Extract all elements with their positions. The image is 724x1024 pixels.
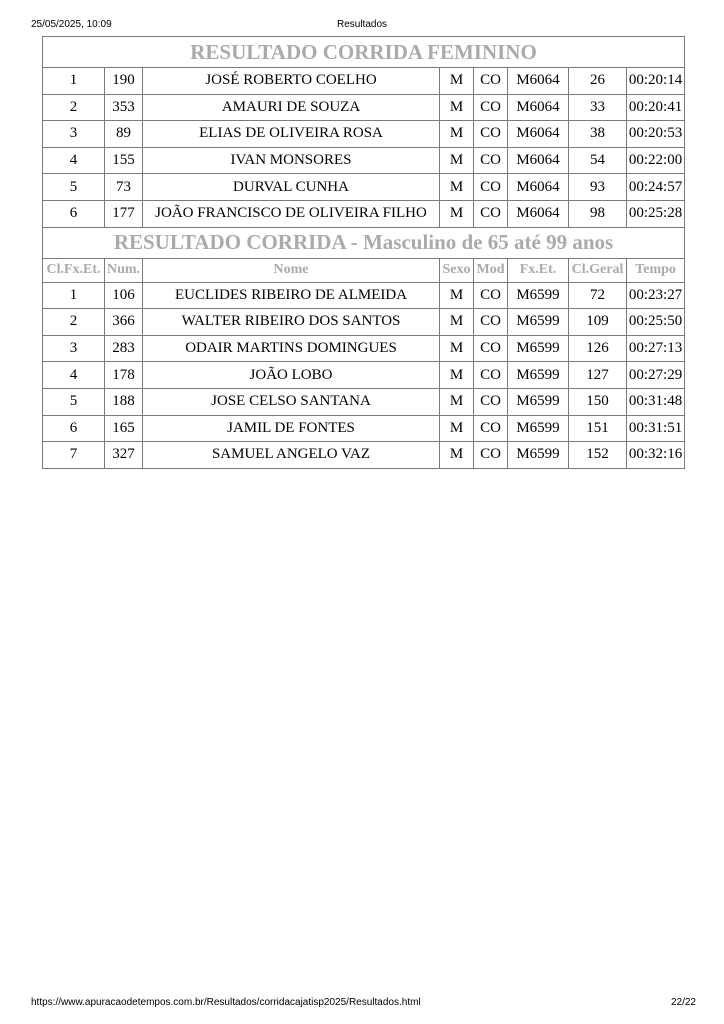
cell-name: JOSE CELSO SANTANA (143, 388, 440, 415)
cell-age-group: M6599 (508, 388, 569, 415)
cell-overall-rank: 93 (569, 174, 627, 201)
table-row (43, 282, 685, 309)
cell-sex: M (440, 442, 474, 469)
cell-bib-number: 327 (105, 442, 143, 469)
cell-name: JOÃO LOBO (143, 362, 440, 389)
cell-sex: M (440, 68, 474, 95)
print-page-number: 22/22 (670, 997, 696, 1008)
cell-class-position: 7 (43, 442, 105, 469)
cell-modality: CO (474, 121, 508, 148)
cell-age-group: M6064 (508, 94, 569, 121)
cell-name: SAMUEL ANGELO VAZ (143, 442, 440, 469)
cell-age-group: M6599 (508, 335, 569, 362)
cell-bib-number: 366 (105, 309, 143, 336)
cell-sex: M (440, 362, 474, 389)
column-header-class-position: Cl.Fx.Et. (43, 258, 105, 282)
cell-overall-rank: 126 (569, 335, 627, 362)
column-header-sex: Sexo (440, 258, 474, 282)
table-row (43, 121, 685, 148)
cell-modality: CO (474, 415, 508, 442)
cell-name: ELIAS DE OLIVEIRA ROSA (143, 121, 440, 148)
cell-bib-number: 353 (105, 94, 143, 121)
cell-class-position: 2 (43, 94, 105, 121)
cell-age-group: M6064 (508, 200, 569, 227)
cell-overall-rank: 152 (569, 442, 627, 469)
section-title-row (43, 37, 685, 68)
cell-bib-number: 106 (105, 282, 143, 309)
print-datetime: 25/05/2025, 10:09 (31, 19, 112, 30)
table-row (43, 442, 685, 469)
cell-name: JOSÉ ROBERTO COELHO (143, 68, 440, 95)
cell-modality: CO (474, 282, 508, 309)
cell-class-position: 5 (43, 388, 105, 415)
cell-sex: M (440, 388, 474, 415)
cell-name: IVAN MONSORES (143, 147, 440, 174)
cell-class-position: 4 (43, 147, 105, 174)
cell-bib-number: 178 (105, 362, 143, 389)
cell-class-position: 6 (43, 415, 105, 442)
cell-overall-rank: 127 (569, 362, 627, 389)
column-header-modality: Mod (474, 258, 508, 282)
cell-class-position: 2 (43, 309, 105, 336)
cell-class-position: 1 (43, 282, 105, 309)
cell-age-group: M6599 (508, 415, 569, 442)
cell-modality: CO (474, 94, 508, 121)
cell-age-group: M6599 (508, 282, 569, 309)
cell-class-position: 4 (43, 362, 105, 389)
cell-age-group: M6064 (508, 121, 569, 148)
cell-modality: CO (474, 309, 508, 336)
cell-overall-rank: 26 (569, 68, 627, 95)
column-header-name: Nome (143, 258, 440, 282)
column-header-overall-rank: Cl.Geral (569, 258, 627, 282)
print-url: https://www.apuracaodetempos.com.br/Resultados/corridacajatisp2025/Resultados.html (31, 997, 421, 1008)
cell-time: 00:20:14 (627, 68, 685, 95)
table-row (43, 174, 685, 201)
cell-class-position: 5 (43, 174, 105, 201)
cell-age-group: M6599 (508, 309, 569, 336)
cell-name: EUCLIDES RIBEIRO DE ALMEIDA (143, 282, 440, 309)
results-table (42, 36, 685, 469)
cell-time: 00:20:41 (627, 94, 685, 121)
column-header-number: Num. (105, 258, 143, 282)
cell-sex: M (440, 282, 474, 309)
cell-overall-rank: 54 (569, 147, 627, 174)
cell-bib-number: 177 (105, 200, 143, 227)
cell-time: 00:32:16 (627, 442, 685, 469)
cell-time: 00:27:29 (627, 362, 685, 389)
cell-overall-rank: 151 (569, 415, 627, 442)
results-table-body (43, 37, 685, 469)
cell-bib-number: 89 (105, 121, 143, 148)
cell-time: 00:25:50 (627, 309, 685, 336)
cell-sex: M (440, 147, 474, 174)
cell-class-position: 1 (43, 68, 105, 95)
cell-overall-rank: 38 (569, 121, 627, 148)
table-row (43, 147, 685, 174)
cell-bib-number: 73 (105, 174, 143, 201)
column-header-row (43, 258, 685, 282)
section-title-feminino: RESULTADO CORRIDA FEMININO (43, 37, 685, 68)
cell-time: 00:31:48 (627, 388, 685, 415)
cell-sex: M (440, 309, 474, 336)
print-page-title: Resultados (336, 19, 388, 30)
section-title-row (43, 227, 685, 258)
cell-time: 00:23:27 (627, 282, 685, 309)
cell-modality: CO (474, 200, 508, 227)
cell-modality: CO (474, 388, 508, 415)
cell-time: 00:31:51 (627, 415, 685, 442)
cell-name: JAMIL DE FONTES (143, 415, 440, 442)
cell-time: 00:20:53 (627, 121, 685, 148)
cell-sex: M (440, 121, 474, 148)
cell-overall-rank: 98 (569, 200, 627, 227)
cell-modality: CO (474, 335, 508, 362)
cell-time: 00:24:57 (627, 174, 685, 201)
cell-sex: M (440, 174, 474, 201)
cell-age-group: M6064 (508, 68, 569, 95)
cell-modality: CO (474, 174, 508, 201)
cell-sex: M (440, 200, 474, 227)
column-header-age-group: Fx.Et. (508, 258, 569, 282)
cell-time: 00:27:13 (627, 335, 685, 362)
table-row (43, 388, 685, 415)
cell-bib-number: 165 (105, 415, 143, 442)
table-row (43, 200, 685, 227)
cell-bib-number: 188 (105, 388, 143, 415)
cell-name: AMAURI DE SOUZA (143, 94, 440, 121)
cell-time: 00:22:00 (627, 147, 685, 174)
cell-sex: M (440, 335, 474, 362)
table-row (43, 309, 685, 336)
cell-time: 00:25:28 (627, 200, 685, 227)
cell-class-position: 6 (43, 200, 105, 227)
cell-bib-number: 283 (105, 335, 143, 362)
cell-age-group: M6599 (508, 362, 569, 389)
cell-bib-number: 155 (105, 147, 143, 174)
cell-modality: CO (474, 68, 508, 95)
cell-sex: M (440, 94, 474, 121)
cell-name: ODAIR MARTINS DOMINGUES (143, 335, 440, 362)
cell-bib-number: 190 (105, 68, 143, 95)
cell-class-position: 3 (43, 335, 105, 362)
cell-modality: CO (474, 442, 508, 469)
section-title-masculino-65-99: RESULTADO CORRIDA - Masculino de 65 até 99 anos (43, 227, 685, 258)
cell-modality: CO (474, 362, 508, 389)
cell-overall-rank: 72 (569, 282, 627, 309)
cell-age-group: M6064 (508, 147, 569, 174)
cell-overall-rank: 33 (569, 94, 627, 121)
table-row (43, 94, 685, 121)
cell-class-position: 3 (43, 121, 105, 148)
cell-modality: CO (474, 147, 508, 174)
cell-overall-rank: 109 (569, 309, 627, 336)
table-row (43, 362, 685, 389)
table-row (43, 335, 685, 362)
cell-age-group: M6064 (508, 174, 569, 201)
table-row (43, 68, 685, 95)
cell-sex: M (440, 415, 474, 442)
cell-name: JOÃO FRANCISCO DE OLIVEIRA FILHO (143, 200, 440, 227)
cell-overall-rank: 150 (569, 388, 627, 415)
cell-name: DURVAL CUNHA (143, 174, 440, 201)
column-header-time: Tempo (627, 258, 685, 282)
cell-name: WALTER RIBEIRO DOS SANTOS (143, 309, 440, 336)
table-row (43, 415, 685, 442)
cell-age-group: M6599 (508, 442, 569, 469)
